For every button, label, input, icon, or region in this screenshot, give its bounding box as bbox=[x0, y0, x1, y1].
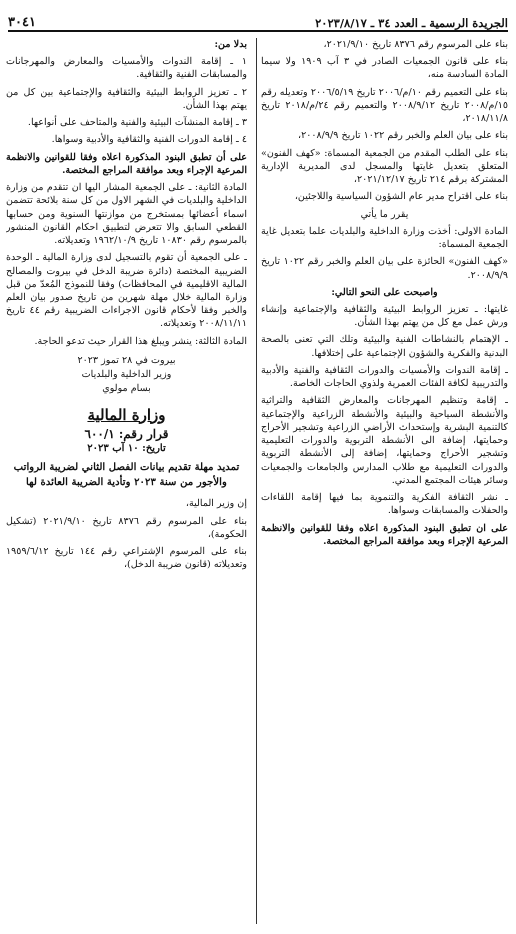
paragraph: ٢ ـ تعزيز الروابط البيئية والثقافية والإجتماعية بين كل من يهتم بهذا الشأن. bbox=[6, 86, 247, 111]
paragraph: بناء على قانون الجمعيات الصادر في ٣ آب ١٩٠٩ ولا سيما المادة السادسة منه، bbox=[261, 56, 508, 81]
paragraph: بناء على الطلب المقدم من الجمعية المسماة: «كهف الفنون» المتعلق بتعديل غايتها والمسجل لدى المديرية الإدارية المشتركة برقم ٢١٤ تاريخ ٢٠٢١/١٢/١٧، bbox=[261, 147, 508, 186]
decision-title: تمديد مهلة تقديم بيانات الفصل الثاني لضريبة الرواتب والأجور من سنة ٢٠٢٣ وتأدية الضريبة العائدة لها bbox=[13, 460, 240, 489]
page-number: ٣٠٤١ bbox=[8, 15, 36, 30]
paragraph: ـ إقامة الندوات والأمسيات والدورات الثقافية والفنية والأدبية والتدريبية لكافة الفئات العمرية ولذوي الحاجات الخاصة. bbox=[261, 364, 508, 390]
paragraph: ـ على الجمعية أن تقوم بالتسجيل لدى وزارة المالية ـ الوحدة الضريبية المختصة (دائرة ضريبة الدخل في بيروت والمصالح المالية الاقليمية في المحافظات) وفقا للنموذج المُعدّ من قبل وزارة المالية خلال مهلة شهرين من تاريخ صدور بيان العلم والخبر وفقا لأحكام قانون الاجراءات الضريبية رقم ٤٤ تاريخ ٢٠٠٨/١١/١١ وتعديلاته. bbox=[6, 252, 247, 330]
article-three: المادة الثالثة: ينشر ويبلغ هذا القرار حيث تدعو الحاجة. bbox=[34, 335, 247, 347]
paragraph: ٤ ـ إقامة الدورات الفنية والثقافية والأدبية وسواها. bbox=[51, 134, 247, 146]
ministry-heading: وزارة المالية bbox=[87, 405, 166, 424]
article-one: المادة الاولى: أخذت وزارة الداخلية والبلديات علما بتعديل غاية الجمعية المسماة: bbox=[261, 225, 508, 251]
article-two: المادة الثانية: ـ على الجمعية المشار اليها ان تتقدم من وزارة الداخلية والبلديات في الشهر الاول من كل سنة بلائحة تتضمن اسماء أعضائها بمستخرج من موازنتها السنوية ومن حسابها القطعي السابق والا تتعرض لتطبيق احكام القانون المنشور بالمرسوم رقم ١٠٨٣٠ تاريخ ١٩٦٢/١٠/٩ وتعديلاته. bbox=[6, 182, 247, 247]
signature-date: بيروت في ٢٨ تموز ٢٠٢٣ bbox=[77, 354, 176, 366]
left-column bbox=[6, 38, 247, 926]
paragraph: إن وزير المالية، bbox=[185, 498, 247, 510]
signature-title: وزير الداخلية والبلديات bbox=[81, 368, 172, 380]
paragraph: ٣ ـ إقامة المنشآت البيئية والفنية والمتاحف على أنواعها. bbox=[27, 117, 247, 129]
paragraph: بناء على التعميم رقم ١٠/م/٢٠٠٦ تاريخ ٢٠٠٦/٥/١٩ وتعديله رقم ١٥/م/٢٠٠٨ تاريخ ٢٠٠٨/٩/١٢ والتعميم رقم ٢٤/م/٢٠١٨ تاريخ ٢٠١٨/١١/٨، bbox=[261, 86, 508, 125]
paragraph: ١ ـ إقامة الندوات والأمسيات والمعارض والمهرجانات والمسابقات الفنية والثقافية. bbox=[6, 56, 247, 81]
signature-block bbox=[6, 354, 247, 396]
gazette-title: الجريدة الرسمية ـ العدد ٣٤ ـ ٢٠٢٣/٨/١٧ bbox=[315, 16, 508, 30]
paragraph: غايتها: ـ تعزيز الروابط البيئية والثقافية والإجتماعية وإنشاء ورش عمل مع كل من يهتم بهذا الشأن. bbox=[261, 303, 508, 329]
page-header bbox=[8, 6, 508, 32]
compliance-clause: على ان تطبق البنود المذكورة اعلاه وفقا للقوانين والانظمة المرعية الإجراء وبعد موافقة المراجع المختصة. bbox=[261, 522, 508, 547]
section-heading: بدلا من: bbox=[214, 39, 247, 50]
paragraph: بناء على المرسوم رقم ٨٣٧٦ تاريخ ٢٠٢١/٩/١٠، bbox=[323, 39, 508, 50]
section-heading: واصبحت على النحو التالي: bbox=[331, 286, 438, 298]
signature-name: بسام مولوي bbox=[102, 382, 151, 394]
paragraph: ـ نشر الثقافة الفكرية والتنموية بما فيها إقامة اللقاءات والحفلات والمسابقات وسواها. bbox=[261, 492, 508, 517]
column-divider bbox=[256, 38, 257, 924]
compliance-clause: على أن تطبق البنود المذكورة اعلاه وفقا للقوانين والانظمة المرعية الإجراء وبعد موافقة المراجع المختصة. bbox=[6, 151, 247, 176]
paragraph: بناء على المرسوم رقم ٨٣٧٦ تاريخ ٢٠٢١/٩/١٠ (تشكيل الحكومة)، bbox=[6, 515, 247, 540]
decision-date: تاريخ: ١٠ آب ٢٠٢٣ bbox=[87, 442, 166, 454]
paragraph: بناء على اقتراح مدير عام الشؤون السياسية واللاجئين، bbox=[294, 191, 508, 203]
paragraph: ـ الإهتمام بالنشاطات الفنية والبيئية وتلك التي تعنى بالصحة البدنية والفكرية والشؤون الإجتماعية على إختلافها. bbox=[261, 334, 508, 359]
paragraph: «كهف الفنون» الحائزة على بيان العلم والخبر رقم ١٠٢٢ تاريخ ٢٠٠٨/٩/٩. bbox=[261, 256, 508, 281]
decision-number: قرار رقم: ٦٠٠/١ bbox=[84, 426, 169, 441]
decree-heading: يقرر ما يأتي bbox=[360, 208, 409, 220]
paragraph: بناء على بيان العلم والخبر رقم ١٠٢٢ تاريخ ٢٠٠٨/٩/٩، bbox=[297, 130, 508, 142]
paragraph: بناء على المرسوم الإشتراعي رقم ١٤٤ تاريخ ١٩٥٩/٦/١٢ وتعديلاته (قانون ضريبة الدخل)، bbox=[6, 545, 247, 571]
right-column bbox=[261, 38, 508, 926]
paragraph: ـ إقامة وتنظيم المهرجانات والمعارض الثقافية والتراثية والأنشطة السياحية والبيئية والأنشطة الزراعية والإجتماعية كالتنمية البشرية وإستحداث الأراضي الزراعية وتشجير الأحراج وحمايتها، إضافة الى الأنشطة التربوية والدورات التعليمية وتشجير الأحراج وحمايتها، إضافة إلى الأنشطة التربوية والدورات التعليمية مع طلاب المدارس والجامعات والجمعيات وسائر هيئات المجتمع المدني. bbox=[261, 395, 508, 486]
